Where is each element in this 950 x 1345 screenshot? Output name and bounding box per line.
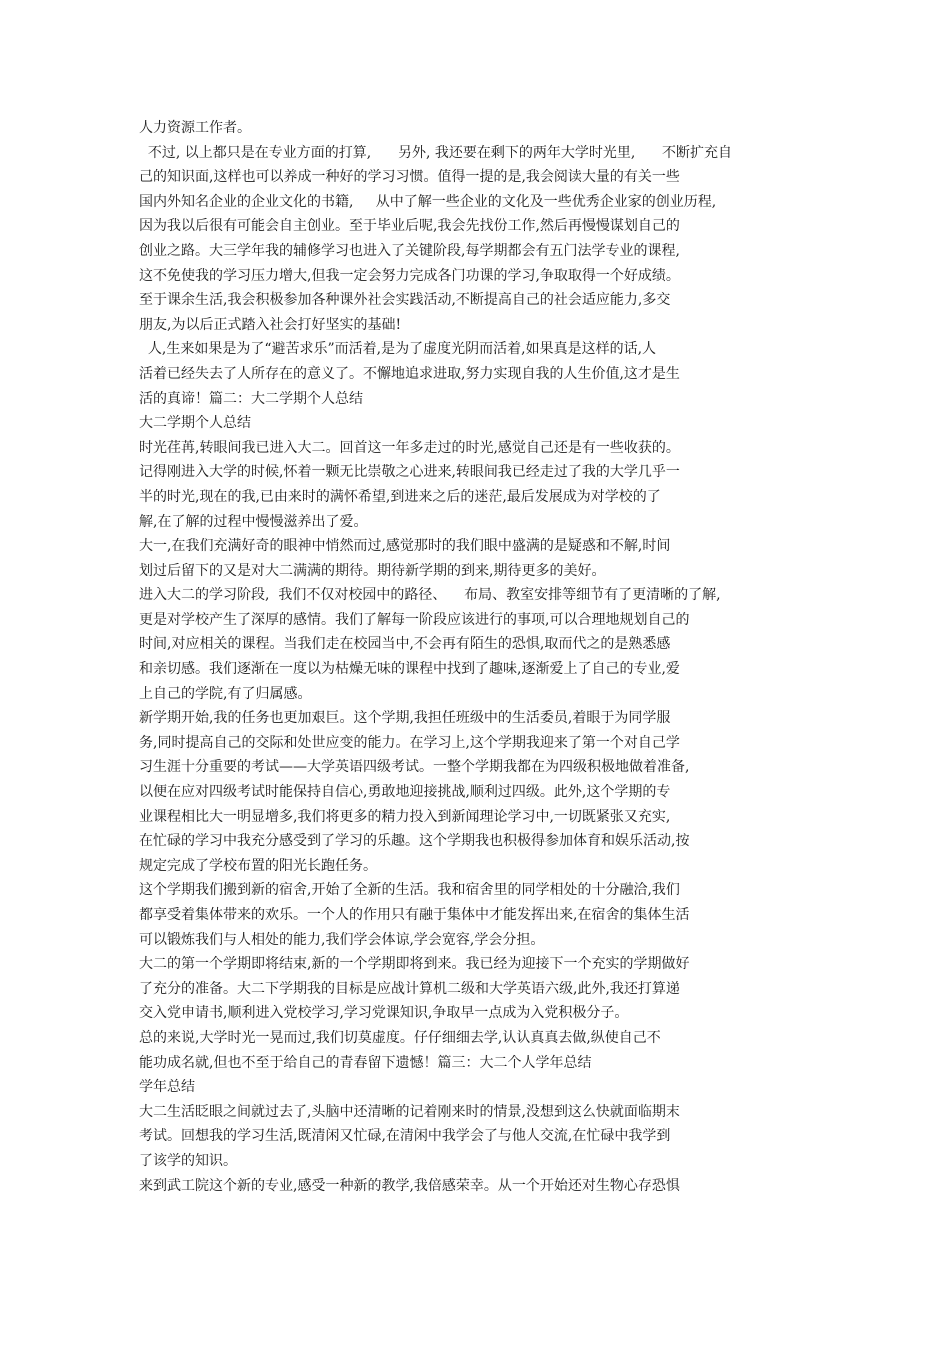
text-line: 因为我以后很有可能会自主创业。至于毕业后呢,我会先找份工作,然后再慢慢谋划自己的 — [139, 218, 680, 235]
text-line: 国内外知名企业的企业文化的书籍, 从中了解一些企业的文化及一些优秀企业家的创业历程, — [139, 193, 717, 210]
text-line: 上自己的学院,有了归属感。 — [139, 685, 312, 702]
text-line: 己的知识面,这样也可以养成一种好的学习习惯。值得一提的是,我会阅读大量的有关一些 — [139, 169, 680, 186]
text-line: 半的时光,现在的我,已由来时的满怀希望,到进来之后的迷茫,最后发展成为对学校的了 — [139, 488, 661, 505]
text-line: 活的真谛！篇二：大二学期个人总结 — [139, 390, 363, 407]
text-line: 大二生活眨眼之间就过去了,头脑中还清晰的记着刚来时的情景,没想到这么快就面临期末 — [139, 1103, 680, 1120]
text-line: 习生涯十分重要的考试——大学英语四级考试。一整个学期我都在为四级积极地做着准备, — [139, 759, 690, 776]
text-line: 总的来说,大学时光一晃而过,我们切莫虚度。仔仔细细去学,认认真真去做,纵使自己不 — [139, 1029, 661, 1046]
text-line: 了该学的知识。 — [139, 1152, 237, 1169]
text-line: 记得刚进入大学的时候,怀着一颗无比崇敬之心进来,转眼间我已经走过了我的大学几乎一 — [139, 464, 680, 481]
text-line: 学年总结 — [139, 1079, 195, 1096]
text-line: 这个学期我们搬到新的宿舍,开始了全新的生活。我和宿舍里的同学相处的十分融洽,我们 — [139, 882, 680, 899]
text-line: 人力资源工作者。 — [139, 120, 251, 136]
document-body — [139, 116, 779, 1198]
text-line: 新学期开始,我的任务也更加艰巨。这个学期,我担任班级中的生活委员,着眼于为同学服 — [139, 710, 671, 727]
text-line: 在忙碌的学习中我充分感受到了学习的乐趣。这个学期我也积极得参加体育和娱乐活动,按 — [139, 833, 690, 850]
text-line: 可以锻炼我们与人相处的能力,我们学会体谅,学会宽容,学会分担。 — [139, 931, 545, 948]
text-line: 大二学期个人总结 — [139, 415, 251, 432]
text-line: 至于课余生活,我会积极参加各种课外社会实践活动,不断提高自己的社会适应能力,多交 — [139, 292, 671, 309]
text-line: 了充分的准备。大二下学期我的目标是应战计算机二级和大学英语六级,此外,我还打算递 — [139, 980, 680, 997]
text-line: 以便在应对四级考试时能保持自信心,勇敢地迎接挑战,顺利过四级。此外,这个学期的专 — [139, 784, 671, 801]
text-line: 大一,在我们充满好奇的眼神中悄然而过,感觉那时的我们眼中盛满的是疑惑和不解,时间 — [139, 538, 671, 555]
text-line: 解,在了解的过程中慢慢滋养出了爱。 — [139, 513, 368, 530]
text-line: 这不免使我的学习压力增大,但我一定会努力完成各门功课的学习,争取取得一个好成绩。 — [139, 267, 680, 284]
text-line: 划过后留下的又是对大二满满的期待。期待新学期的到来,期待更多的美好。 — [139, 562, 606, 579]
text-line: 业课程相比大一明显增多,我们将更多的精力投入到新闻理论学习中,一切既紧张又充实, — [139, 808, 671, 825]
text-line: 创业之路。大三学年我的辅修学习也进入了关键阶段,每学期都会有五门法学专业的课程, — [139, 242, 680, 259]
text-line: 朋友,为以后正式踏入社会打好坚实的基础! — [139, 316, 402, 333]
text-line: 时光荏苒,转眼间我已进入大二。回首这一年多走过的时光,感觉自己还是有一些收获的。 — [139, 439, 680, 456]
text-line: 来到武工院这个新的专业,感受一种新的教学,我倍感荣幸。从一个开始还对生物心存恐惧 — [139, 1177, 680, 1194]
text-line: 大二的第一个学期即将结束,新的一个学期即将到来。我已经为迎接下一个充实的学期做好 — [139, 956, 690, 973]
text-line: 不过, 以上都只是在专业方面的打算, 另外, 我还要在剩下的两年大学时光里, 不断扩充自 — [139, 144, 733, 161]
text-line: 活着已经失去了人所存在的意义了。不懈地追求进取,努力实现自我的人生价值,这才是生 — [139, 365, 680, 382]
text-line: 和亲切感。我们逐渐在一度以为枯燥无味的课程中找到了趣味,逐渐爱上了自己的专业,爱 — [139, 661, 680, 678]
text-line: 交入党申请书,顺利进入党校学习,学习党课知识,争取早一点成为入党积极分子。 — [139, 1005, 629, 1022]
text-line: 务,同时提高自己的交际和处世应变的能力。在学习上,这个学期我迎来了第一个对自己学 — [139, 734, 680, 751]
text-line: 都享受着集体带来的欢乐。一个人的作用只有融于集体中才能发挥出来,在宿舍的集体生活 — [139, 907, 690, 923]
text-line: 人,生来如果是为了“避苦求乐”而活着,是为了虚度光阴而活着,如果真是这样的话,人 — [139, 341, 657, 358]
text-line: 更是对学校产生了深厚的感情。我们了解每一阶段应该进行的事项,可以合理地规划自己的 — [139, 611, 690, 628]
text-line: 时间,对应相关的课程。当我们走在校园当中,不会再有陌生的恐惧,取而代之的是熟悉感 — [139, 636, 671, 653]
text-line: 进入大二的学习阶段, 我们不仅对校园中的路径、 布局、教室安排等细节有了更清晰的了解, — [139, 587, 721, 604]
text-line: 考试。回想我的学习生活,既清闲又忙碌,在清闲中我学会了与他人交流,在忙碌中我学到 — [139, 1128, 671, 1145]
text-line: 能功成名就,但也不至于给自己的青春留下遗憾！篇三：大二个人学年总结 — [139, 1054, 592, 1071]
text-line: 规定完成了学校布置的阳光长跑任务。 — [139, 857, 377, 874]
